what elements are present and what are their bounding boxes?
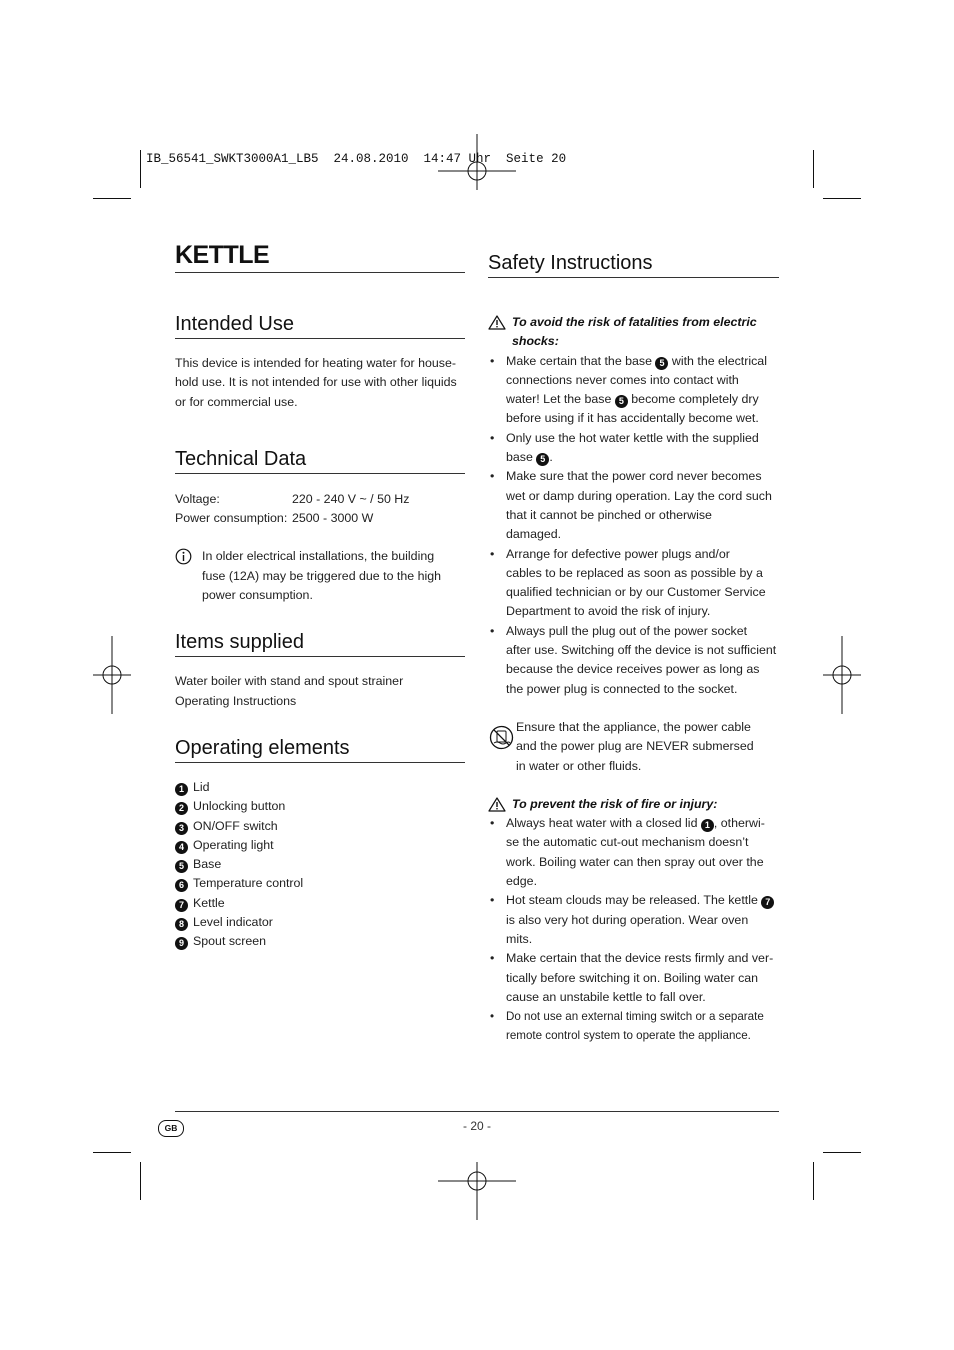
list-item [175, 817, 465, 836]
number-badge: 1 [175, 783, 188, 796]
text-line: because the device receives power as long as [506, 662, 760, 677]
text-line: in water or other fluids. [516, 758, 642, 773]
text-line: • Make certain that the device rests firmly and ver- [506, 951, 774, 966]
text-fragment: water! Let the base [506, 392, 615, 407]
items-supplied-heading: Items supplied [175, 629, 465, 657]
technical-data-table [175, 490, 465, 529]
text-line: after use. Switching off the device is not sufficient [506, 643, 777, 658]
number-badge: 5 [655, 357, 668, 370]
number-badge: 6 [175, 879, 188, 892]
list-item [175, 894, 465, 913]
text-line: mits. [506, 931, 533, 946]
text-fragment: Hot steam clouds may be released. The kettle [506, 893, 762, 908]
text-line: se the automatic cut-out mechanism doesn’t [506, 835, 749, 850]
text-line: To prevent the risk of fire or injury: [512, 796, 718, 811]
element-label: Unlocking button [193, 799, 286, 814]
text-line: qualified technician or by our Customer Service [506, 585, 766, 600]
no-submerge-icon [489, 725, 514, 750]
safety-instructions-heading: Safety Instructions [488, 250, 779, 278]
warning-triangle-icon [488, 797, 506, 812]
page-number: - 20 - [462, 1119, 491, 1133]
text-fragment: Make certain that the base [506, 353, 656, 368]
element-label: Lid [193, 779, 210, 794]
tech-row-power [175, 509, 465, 528]
number-badge: 7 [175, 899, 188, 912]
registration-mark-icon [823, 636, 861, 714]
text-line: cables to be replaced as soon as possible by a [506, 565, 763, 580]
number-badge: 5 [175, 860, 188, 873]
page-title: KETTLE [175, 240, 465, 273]
list-item [488, 891, 779, 949]
info-icon [175, 548, 192, 565]
crop-mark [823, 1152, 861, 1153]
warning-triangle-icon [488, 315, 506, 330]
fire-warning-heading [488, 795, 779, 814]
list-item [488, 814, 779, 891]
text-line: cause an unstabile kettle to fall over. [506, 989, 706, 1004]
text-line: before using if it has accidentally become wet. [506, 411, 759, 426]
number-badge: 5 [615, 395, 628, 408]
text-line: work. Boiling water can then spray out over the [506, 854, 764, 869]
text-line: connections never comes into contact with [506, 372, 739, 387]
tech-label: Power consumption: [175, 511, 288, 526]
list-item [488, 949, 779, 1007]
submerge-warning [488, 718, 779, 776]
text-line: remote control system to operate the appliance. [506, 1029, 751, 1043]
registration-mark-icon [438, 134, 516, 212]
text-line: • Arrange for defective power plugs and/or [506, 546, 730, 561]
technical-data-heading: Technical Data [175, 446, 465, 474]
number-badge: 2 [175, 802, 188, 815]
registration-mark-icon [93, 636, 131, 714]
electric-safety-list [488, 352, 779, 699]
text-fragment: Always heat water with a closed lid [506, 816, 701, 831]
print-header: IB_56541_SWKT3000A1_LB5 24.08.2010 14:47 Uhr Seite 20 [146, 152, 567, 166]
list-item [175, 932, 465, 951]
list-item [488, 545, 779, 622]
tech-row-voltage [175, 490, 465, 509]
element-label: Temperature control [193, 876, 304, 891]
number-badge: 7 [761, 896, 774, 909]
tech-value: 220 - 240 V ~ / 50 Hz [292, 491, 410, 506]
fuse-note [175, 547, 465, 605]
crop-mark [140, 1162, 141, 1200]
text-fragment: with the electrical [668, 353, 767, 368]
text-line: edge. [506, 874, 538, 889]
crop-mark [813, 1162, 814, 1200]
number-badge: 3 [175, 822, 188, 835]
text-line: This device is intended for heating water for house- [175, 356, 457, 370]
fire-safety-list [488, 814, 779, 1046]
text-line: In older electrical installations, the building [202, 549, 435, 564]
list-item [488, 352, 779, 429]
crop-mark [93, 198, 131, 199]
list-item [175, 913, 465, 932]
right-column [488, 250, 779, 1046]
list-item [488, 467, 779, 544]
items-supplied-list [175, 672, 465, 711]
list-item: Water boiler with stand and spout strainer [175, 674, 404, 689]
text-line: To avoid the risk of fatalities from electric [512, 315, 757, 329]
text-line: damaged. [506, 527, 562, 542]
tech-label: Voltage: [175, 491, 220, 506]
text-line: Department to avoid the risk of injury. [506, 604, 711, 619]
left-column [175, 240, 465, 952]
element-label: Operating light [193, 837, 274, 852]
text-line: is also very hot during operation. Wear oven [506, 912, 749, 927]
electric-shock-warning-heading [488, 313, 779, 352]
number-badge: 1 [701, 819, 714, 832]
text-line: • Make sure that the power cord never becomes [506, 469, 762, 484]
element-label: Kettle [193, 895, 225, 910]
text-fragment: become completely dry [627, 392, 759, 407]
list-item [175, 797, 465, 816]
number-badge: 8 [175, 918, 188, 931]
element-label: ON/OFF switch [193, 818, 278, 833]
crop-mark [823, 198, 861, 199]
text-line: tically before switching it on. Boiling water can [506, 970, 759, 985]
number-badge: 4 [175, 841, 188, 854]
text-line: • Only use the hot water kettle with the supplied [506, 430, 759, 445]
list-item [488, 1007, 779, 1046]
list-item [488, 622, 779, 699]
text-line: and the power plug are NEVER submersed [516, 739, 754, 754]
text-line: wet or damp during operation. Lay the cord such [506, 488, 772, 503]
text-line: that it cannot be pinched or otherwise [506, 507, 712, 522]
intended-use-heading: Intended Use [175, 311, 465, 339]
list-item [175, 874, 465, 893]
text-line: the power plug is connected to the socket. [506, 681, 738, 696]
language-badge: GB [158, 1120, 184, 1137]
list-item [488, 429, 779, 468]
text-line: Ensure that the appliance, the power cable [516, 719, 751, 734]
tech-value: 2500 - 3000 W [292, 511, 374, 526]
list-item [175, 778, 465, 797]
text-line: • Always pull the plug out of the power socket [506, 623, 748, 638]
text-line: power consumption. [202, 588, 313, 603]
crop-mark [813, 150, 814, 188]
operating-elements-heading: Operating elements [175, 735, 465, 763]
list-item: Operating Instructions [175, 693, 297, 708]
text-line: hold use. It is not intended for use with other liquids [175, 375, 457, 390]
operating-elements-list [175, 778, 465, 952]
intended-use-text [175, 354, 465, 412]
element-label: Base [193, 857, 222, 872]
element-label: Spout screen [193, 934, 267, 949]
number-badge: 9 [175, 937, 188, 950]
footer-rule [175, 1111, 779, 1112]
text-line: • Do not use an external timing switch or a separate [506, 1010, 764, 1024]
text-line: or for commercial use. [175, 394, 298, 409]
text-fragment: . [549, 450, 553, 465]
text-fragment: , otherwi- [713, 816, 765, 831]
list-item [175, 855, 465, 874]
list-item [175, 836, 465, 855]
text-line: shocks: [512, 334, 559, 349]
number-badge: 5 [536, 453, 549, 466]
text-fragment: base [506, 450, 537, 465]
registration-mark-icon [438, 1142, 516, 1220]
element-label: Level indicator [193, 915, 273, 930]
crop-mark [140, 150, 141, 188]
text-line: fuse (12A) may be triggered due to the high [202, 568, 442, 583]
crop-mark [93, 1152, 131, 1153]
